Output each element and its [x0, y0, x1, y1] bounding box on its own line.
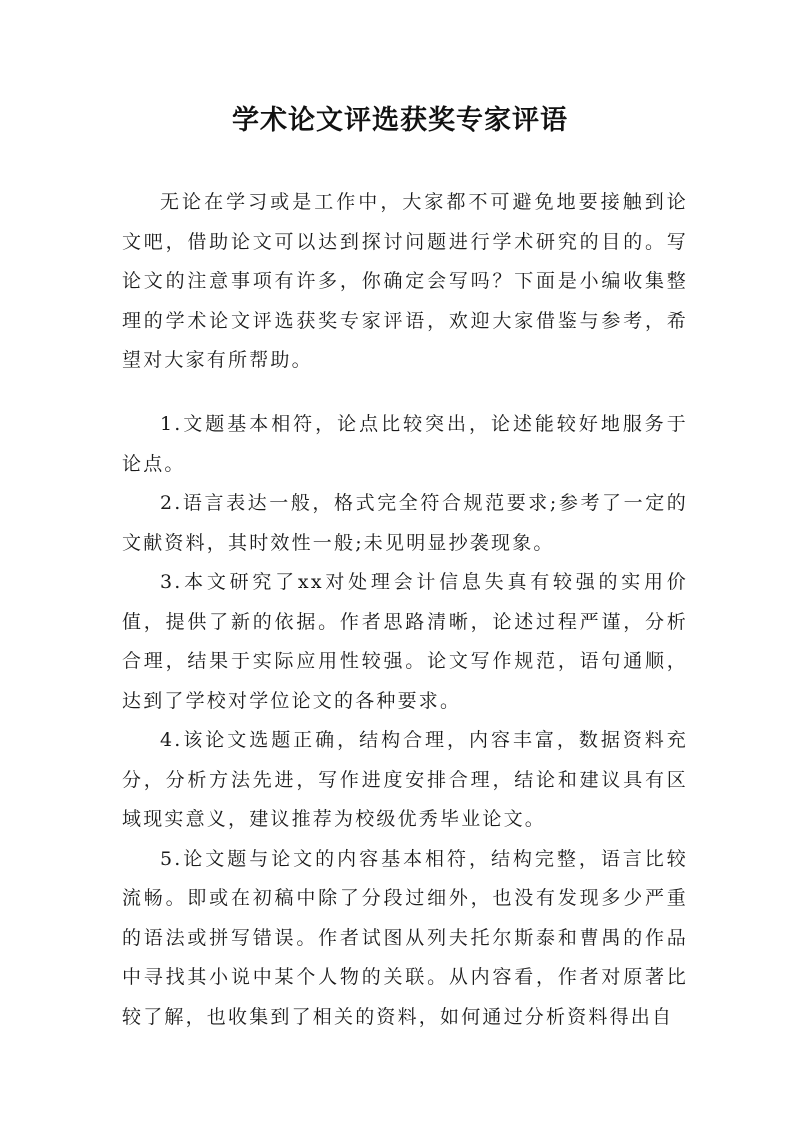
review-item-3: 3.本文研究了xx对处理会计信息失真有较强的实用价值，提供了新的依据。作者思路清晰，论述过程严谨，分析合理，结果于实际应用性较强。论文写作规范，语句通顺，达到了学校对学位论文的各种要求。	[122, 571, 688, 712]
review-item-2: 2.语言表达一般，格式完全符合规范要求;参考了一定的文献资料，其时效性一般;未见明显抄袭现象。	[122, 492, 688, 554]
intro-paragraph: 无论在学习或是工作中，大家都不可避免地要接触到论文吧，借助论文可以达到探讨问题进行学术研究的目的。写论文的注意事项有许多，你确定会写吗？下面是小编收集整理的学术论文评选获奖专家评语，欢迎大家借鉴与参考，希望对大家有所帮助。	[122, 191, 688, 371]
intro-section	[122, 183, 688, 381]
review-item-4: 4.该论文选题正确，结构合理，内容丰富，数据资料充分，分析方法先进，写作进度安排合理，结论和建议具有区域现实意义，建议推荐为校级优秀毕业论文。	[122, 729, 688, 830]
review-item-1: 1.文题基本相符，论点比较突出，论述能较好地服务于论点。	[122, 413, 688, 475]
document-title: 学术论文评选获奖专家评语	[232, 105, 568, 136]
review-item-5: 5.论文题与论文的内容基本相符，结构完整，语言比较流畅。即或在初稿中除了分段过细外，也没有发现多少严重的语法或拼写错误。作者试图从列夫托尔斯泰和曹禺的作品中寻找其小说中某个人物的关联。从内容看，作者对原著比较了解，也收集到了相关的资料，如何通过分析资料得出自	[122, 847, 688, 1028]
review-list	[122, 405, 688, 1037]
